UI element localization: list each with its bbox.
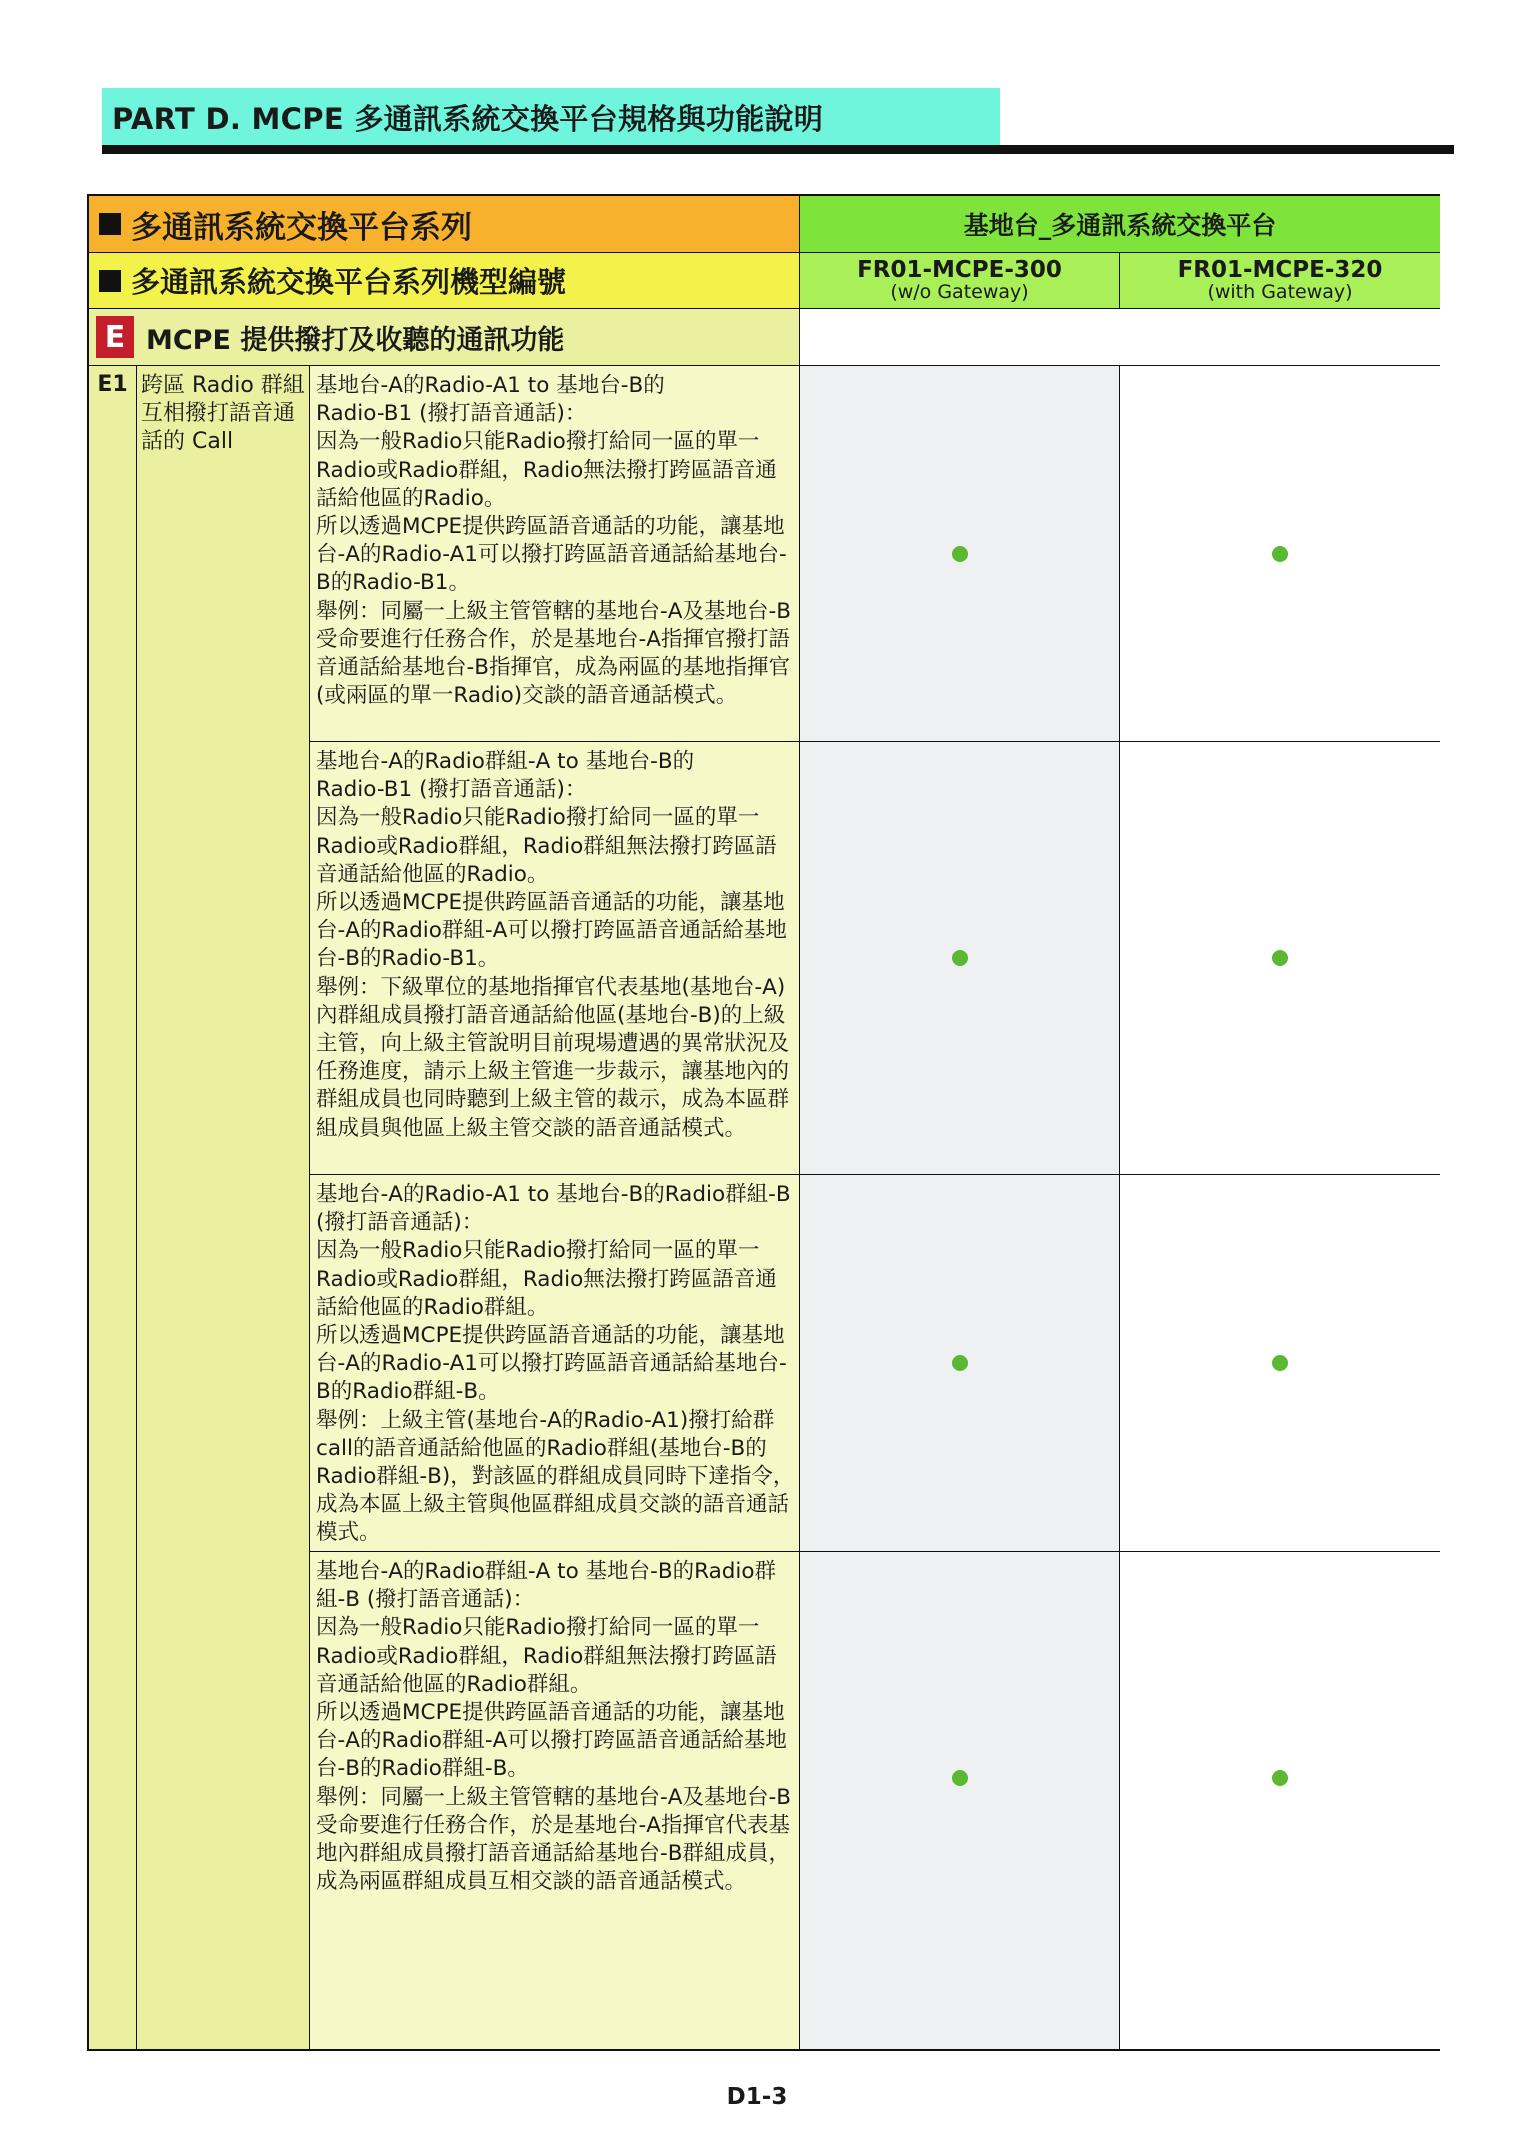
check-dot-icon: [1272, 1770, 1288, 1786]
row-description: 基地台-A的Radio-A1 to 基地台-B的Radio群組-B (撥打語音通話)： 因為一般Radio只能Radio撥打給同一區的單一Radio或Radio群組，Radio無法撥打跨區語音通話給他區的Radio群組。 所以透過MCPE提供跨區語音通話的功能，讓基地台-A的Radio-A1可以撥打跨區語音通話給基地台-B的Radio群組-B。 舉例：上級主管(基地台-A的Radio-A1)撥打給群call的語音通話給他區的Radio群組(基地台-B的Radio群組-B)，對該區的群組成員同時下達指令，成為本區上級主管與他區群組成員交談的語音通話模式。: [310, 1175, 800, 1552]
page-title: PART D. MCPE 多通訊系統交換平台規格與功能說明: [112, 101, 824, 136]
support-cell: [800, 366, 1120, 742]
section-title: MCPE 提供撥打及收聽的通訊功能: [146, 324, 565, 356]
support-cell: [800, 1175, 1120, 1552]
check-dot-icon: [1272, 546, 1288, 562]
section-blank: [800, 309, 1440, 366]
check-dot-icon: [1272, 950, 1288, 966]
spec-table: [87, 194, 1440, 2051]
support-cell: [1120, 1552, 1440, 2049]
support-cell: [1120, 1175, 1440, 1552]
check-dot-icon: [1272, 1355, 1288, 1371]
check-dot-icon: [952, 1355, 968, 1371]
title-rule: [102, 145, 1454, 154]
item-title: 跨區 Radio 群組互相撥打語音通話的 Call: [137, 366, 310, 2049]
item-id: E1: [89, 366, 137, 2049]
row-description: 基地台-A的Radio群組-A to 基地台-B的 Radio-B1 (撥打語音通話)： 因為一般Radio只能Radio撥打給同一區的單一Radio或Radio群組，Radio群組無法撥打跨區語音通話給他區的Radio。 所以透過MCPE提供跨區語音通話的功能，讓基地台-A的Radio群組-A可以撥打跨區語音通話給基地台-B的Radio-B1。 舉例：下級單位的基地指揮官代表基地(基地台-A)內群組成員撥打語音通話給他區(基地台-B)的上級主管，向上級主管說明目前現場遭遇的異常狀況及任務進度，請示上級主管進一步裁示，讓基地內的群組成員也同時聽到上級主管的裁示，成為本區群組成員與他區上級主管交談的語音通話模式。: [310, 742, 800, 1175]
product-group-header: 基地台_多通訊系統交換平台: [800, 196, 1440, 253]
model-name: FR01-MCPE-320: [1177, 257, 1383, 284]
model-label: 多通訊系統交換平台系列機型編號: [131, 265, 567, 299]
square-bullet-icon: [99, 270, 121, 292]
model-sub: (w/o Gateway): [890, 280, 1029, 303]
model-sub: (with Gateway): [1207, 280, 1353, 303]
square-bullet-icon: [99, 213, 121, 235]
model-name: FR01-MCPE-300: [857, 257, 1062, 284]
support-cell: [1120, 366, 1440, 742]
model-column-2: [1120, 253, 1440, 309]
support-cell: [800, 1552, 1120, 2049]
page-number: D1-3: [726, 2084, 788, 2110]
series-label: 多通訊系統交換平台系列: [131, 209, 472, 246]
series-header: [89, 196, 800, 253]
support-cell: [800, 742, 1120, 1175]
section-header: [89, 309, 800, 366]
model-header: [89, 253, 800, 309]
row-description: 基地台-A的Radio-A1 to 基地台-B的 Radio-B1 (撥打語音通話)： 因為一般Radio只能Radio撥打給同一區的單一Radio或Radio群組，Radio無法撥打跨區語音通話給他區的Radio。 所以透過MCPE提供跨區語音通話的功能，讓基地台-A的Radio-A1可以撥打跨區語音通話給基地台-B的Radio-B1。 舉例：同屬一上級主管管轄的基地台-A及基地台-B受命要進行任務合作，於是基地台-A指揮官撥打語音通話給基地台-B指揮官，成為兩區的基地指揮官(或兩區的單一Radio)交談的語音通話模式。: [310, 366, 800, 742]
check-dot-icon: [952, 950, 968, 966]
section-badge: E: [96, 316, 134, 358]
model-column-1: [800, 253, 1120, 309]
row-description: 基地台-A的Radio群組-A to 基地台-B的Radio群組-B (撥打語音通話)： 因為一般Radio只能Radio撥打給同一區的單一Radio或Radio群組，Radio群組無法撥打跨區語音通話給他區的Radio群組。 所以透過MCPE提供跨區語音通話的功能，讓基地台-A的Radio群組-A可以撥打跨區語音通話給基地台-B的Radio群組-B。 舉例：同屬一上級主管管轄的基地台-A及基地台-B受命要進行任務合作，於是基地台-A指揮官代表基地內群組成員撥打語音通話給基地台-B群組成員，成為兩區群組成員互相交談的語音通話模式。: [310, 1552, 800, 2049]
check-dot-icon: [952, 546, 968, 562]
check-dot-icon: [952, 1770, 968, 1786]
support-cell: [1120, 742, 1440, 1175]
